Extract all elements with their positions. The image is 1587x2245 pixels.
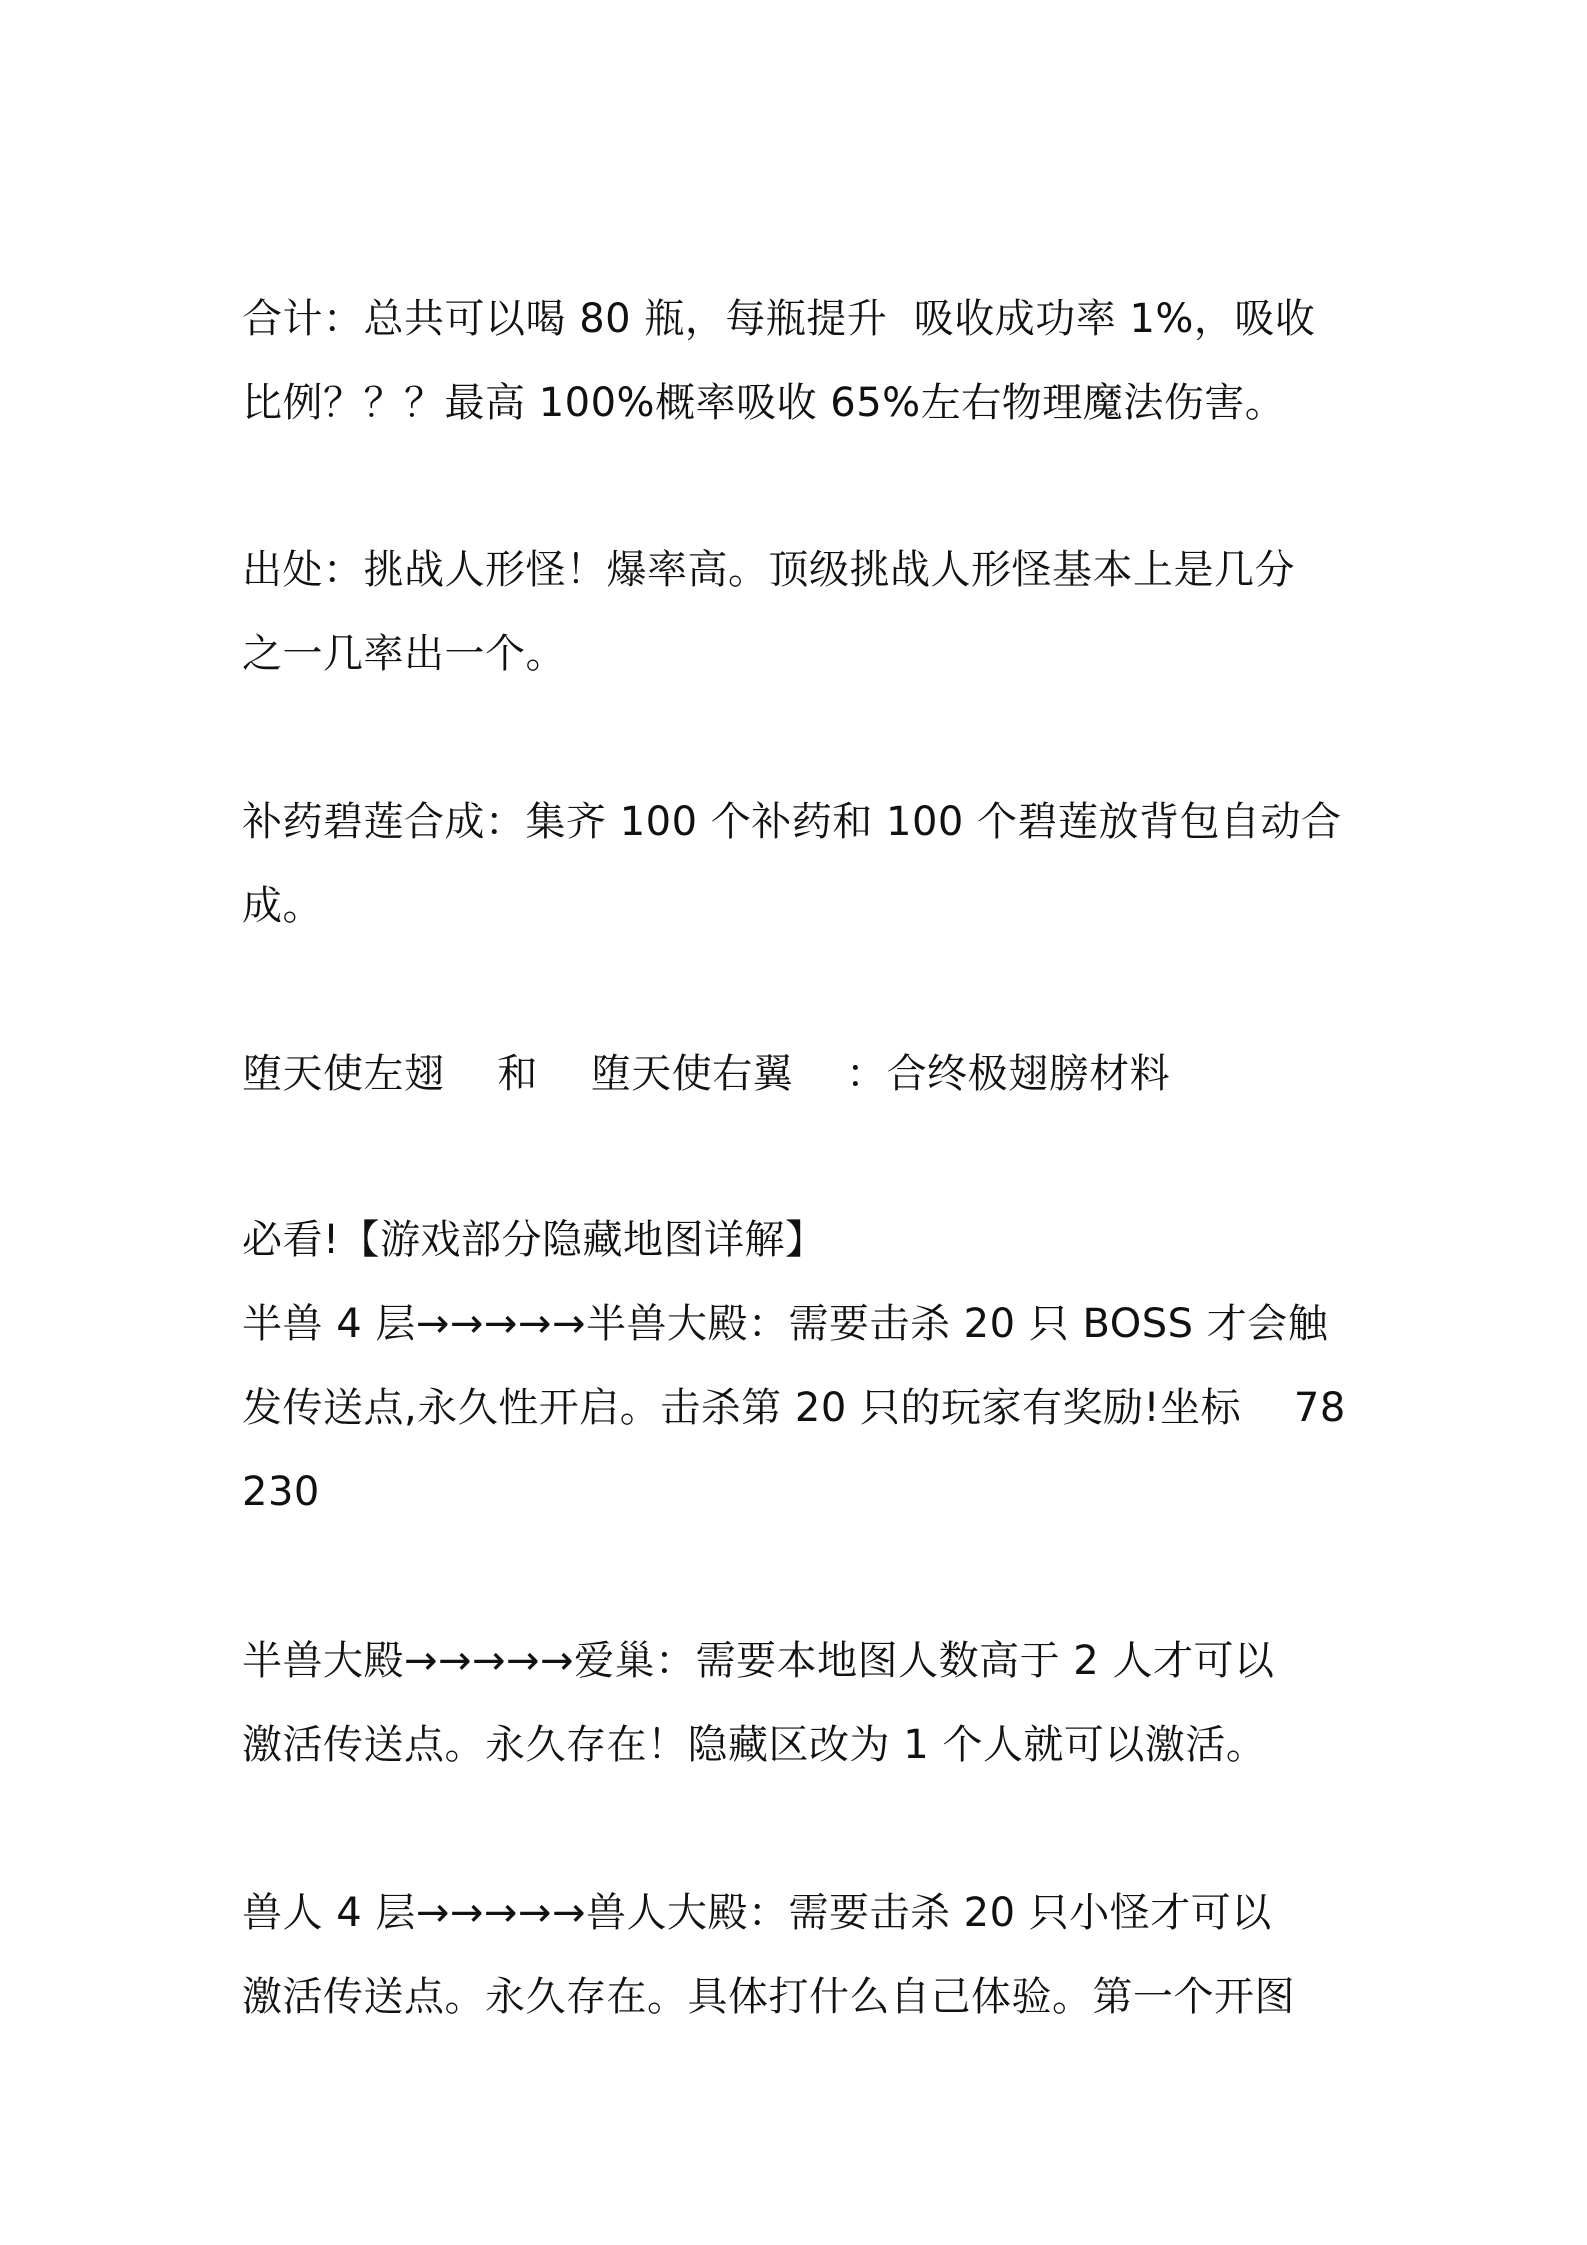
text-line: 半兽 4 层→→→→→半兽大殿：需要击杀 20 只 BOSS 才会触 [242,1301,1329,1347]
paragraph-orc-hall [242,1871,1362,2039]
text-line: 之一几率出一个。 [242,631,566,677]
text-line: 出处：挑战人形怪！爆率高。顶级挑战人形怪基本上是几分 [242,547,1295,593]
text-line: 堕天使左翅 和 堕天使右翼 ：合终极翅膀材料 [242,1051,1171,1097]
paragraph-absorb-total [242,277,1362,445]
paragraph-wing-materials [242,1032,1362,1116]
text-line: 230 [242,1469,320,1515]
section-heading: 必看!【游戏部分隐藏地图详解】 [242,1217,826,1263]
text-line: 比例？？？最高 100%概率吸收 65%左右物理魔法伤害。 [242,380,1286,426]
paragraph-love-nest [242,1619,1362,1787]
text-line: 合计：总共可以喝 80 瓶，每瓶提升 吸收成功率 1%，吸收 [242,296,1316,342]
text-line: 激活传送点。永久存在！隐藏区改为 1 个人就可以激活。 [242,1722,1267,1768]
text-line: 兽人 4 层→→→→→兽人大殿：需要击杀 20 只小怪才可以 [242,1890,1272,1936]
text-line: 成。 [242,883,323,929]
text-line: 激活传送点。永久存在。具体打什么自己体验。第一个开图 [242,1974,1295,2020]
paragraph-hidden-maps-intro [242,1198,1362,1534]
paragraph-source [242,528,1362,696]
text-line: 发传送点,永久性开启。击杀第 20 只的玩家有奖励!坐标 78 [242,1385,1346,1431]
paragraph-potion-synthesis [242,780,1362,948]
text-line: 补药碧莲合成：集齐 100 个补药和 100 个碧莲放背包自动合 [242,799,1342,845]
text-line: 半兽大殿→→→→→爱巢：需要本地图人数高于 2 人才可以 [242,1638,1275,1684]
